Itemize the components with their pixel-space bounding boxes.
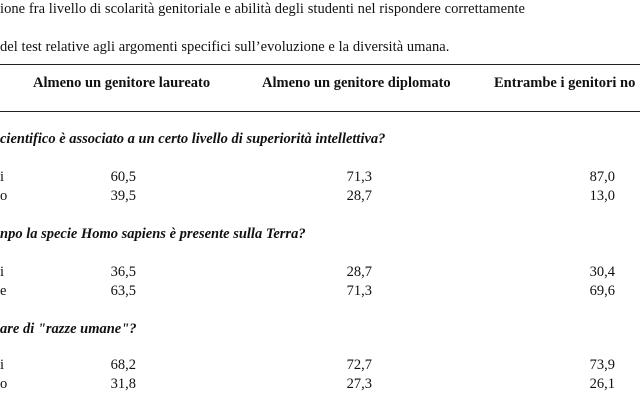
cell-value: 71,3: [346, 169, 372, 185]
row-label: i: [0, 264, 5, 280]
cell-value: 28,7: [346, 188, 372, 204]
question-text: cientifico è associato a un certo livello di superiorità intellettiva?: [0, 131, 386, 147]
column-header-diplomato: Almeno un genitore diplomato: [262, 75, 451, 91]
row-label: o: [0, 188, 8, 204]
cell-value: 71,3: [346, 283, 372, 299]
cell-value: 73,9: [589, 357, 615, 373]
cell-value: 30,4: [589, 264, 615, 280]
cell-value: 26,1: [589, 376, 615, 392]
column-header-nessun-titolo: Entrambe i genitori no: [494, 75, 636, 91]
question-text: are di "razze umane"?: [0, 321, 137, 337]
cell-value: 60,5: [110, 169, 136, 185]
cell-value: 69,6: [589, 283, 615, 299]
cell-value: 68,2: [110, 357, 136, 373]
caption-line-2: del test relative agli argomenti specifici sull’evoluzione e la diversità umana.: [0, 39, 450, 55]
cell-value: 31,8: [110, 376, 136, 392]
cell-value: 39,5: [110, 188, 136, 204]
cell-value: 72,7: [346, 357, 372, 373]
row-label: i: [0, 357, 5, 373]
table-top-rule: [0, 64, 640, 65]
cell-value: 13,0: [589, 188, 615, 204]
cell-value: 36,5: [110, 264, 136, 280]
cell-value: 87,0: [589, 169, 615, 185]
table-header-rule: [0, 111, 640, 112]
cell-value: 63,5: [110, 283, 136, 299]
column-header-laureato: Almeno un genitore laureato: [33, 75, 211, 91]
caption-line-1: ione fra livello di scolarità genitoriale e abilità degli studenti nel rispondere correttamente: [0, 1, 525, 17]
question-text: npo la specie Homo sapiens è presente sulla Terra?: [0, 226, 306, 242]
row-label: o: [0, 376, 8, 392]
cell-value: 28,7: [346, 264, 372, 280]
row-label: e: [0, 283, 7, 299]
row-label: i: [0, 169, 5, 185]
cell-value: 27,3: [346, 376, 372, 392]
